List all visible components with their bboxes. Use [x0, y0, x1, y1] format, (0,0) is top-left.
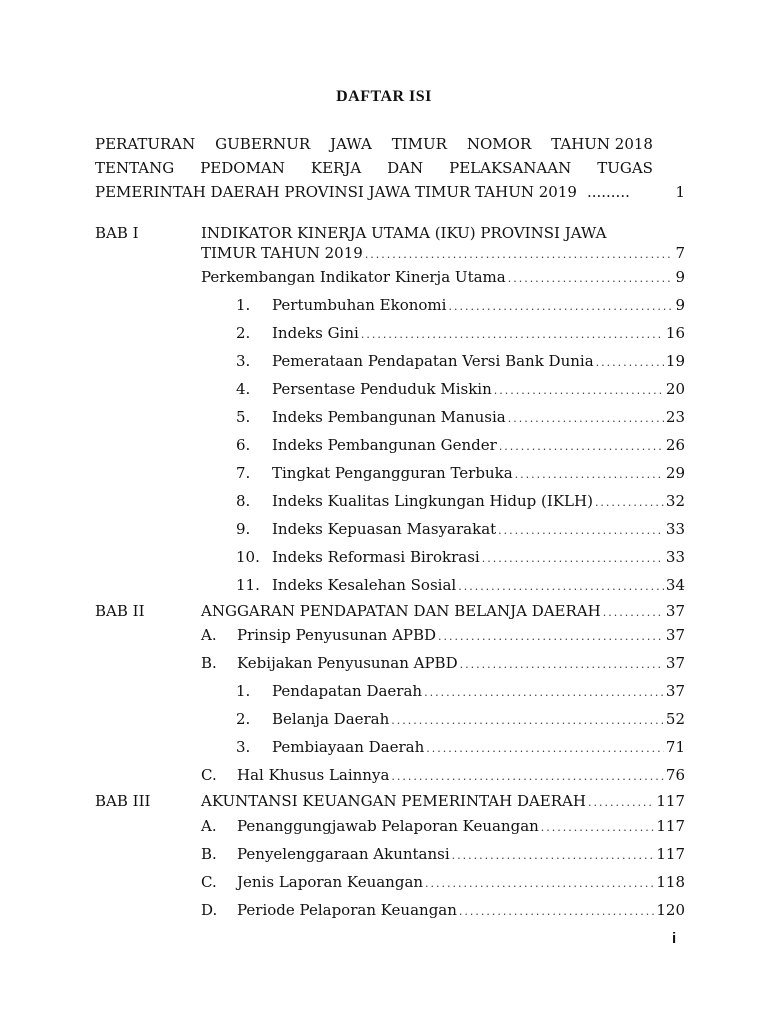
- toc-entry[interactable]: [236, 464, 685, 482]
- item-title: Belanja Daerah: [272, 710, 390, 728]
- page-number: 26: [665, 436, 685, 454]
- chapter-title: AKUNTANSI KEUANGAN PEMERINTAH DAERAH: [201, 792, 586, 810]
- item-letter: C.: [201, 873, 217, 891]
- word: PELAKSANAAN: [449, 159, 572, 177]
- page-number: 52: [665, 710, 685, 728]
- chapter-label: BAB II: [95, 602, 145, 620]
- chapter-title-cont: TIMUR TAHUN 2019: [201, 244, 363, 262]
- toc-entry[interactable]: [201, 845, 685, 863]
- regulation-line-1: [95, 132, 685, 156]
- toc-entry[interactable]: [201, 626, 685, 644]
- toc-entry[interactable]: [201, 873, 685, 891]
- leader-dots: [508, 412, 664, 425]
- item-number: 3.: [236, 352, 251, 370]
- page-number: 9: [675, 268, 685, 286]
- word: GUBERNUR: [215, 135, 311, 153]
- toc-entry[interactable]: [236, 710, 685, 728]
- word: TIMUR: [391, 135, 447, 153]
- leader-dots: [361, 328, 664, 341]
- toc-entry[interactable]: [236, 576, 685, 594]
- chapter-label: BAB III: [95, 792, 151, 810]
- leader-dots: [541, 821, 655, 834]
- chapter-label: BAB I: [95, 224, 139, 242]
- item-title: Periode Pelaporan Keuangan: [237, 901, 457, 919]
- item-title: Tingkat Pengangguran Terbuka: [272, 464, 513, 482]
- toc-entry[interactable]: [201, 224, 685, 242]
- leader-dots: [426, 742, 664, 755]
- item-number: 5.: [236, 408, 251, 426]
- page-number: 76: [665, 766, 685, 784]
- regulation-line-3: [95, 180, 685, 204]
- leader-dots: [459, 905, 654, 918]
- leader-dots: [508, 272, 674, 285]
- leader-dots: [438, 630, 664, 643]
- item-title: Jenis Laporan Keuangan: [237, 873, 424, 891]
- toc-entry[interactable]: [236, 324, 685, 342]
- leader-dots: [498, 524, 664, 537]
- toc-entry[interactable]: [236, 492, 685, 510]
- page-number: 33: [665, 520, 685, 538]
- chapter-title: ANGGARAN PENDAPATAN DAN BELANJA DAERAH: [201, 602, 601, 620]
- toc-entry[interactable]: [236, 352, 685, 370]
- item-title: Hal Khusus Lainnya: [237, 766, 390, 784]
- toc-entry[interactable]: [201, 602, 685, 620]
- word: JAWA: [330, 135, 372, 153]
- item-number: 11.: [236, 576, 260, 594]
- item-title: Kebijakan Penyusunan APBD: [237, 654, 458, 672]
- section-title: Perkembangan Indikator Kinerja Utama: [201, 268, 506, 286]
- regulation-line-2: [95, 156, 685, 180]
- leader-dots: [596, 356, 664, 369]
- page-number: 37: [665, 626, 685, 644]
- word: TAHUN 2018: [551, 135, 653, 153]
- item-title: Penanggungjawab Pelaporan Keuangan: [237, 817, 539, 835]
- item-number: 6.: [236, 436, 251, 454]
- leader-dots: [482, 552, 664, 565]
- page-number: 34: [665, 576, 685, 594]
- item-title: Indeks Kualitas Lingkungan Hidup (IKLH): [272, 492, 593, 510]
- page-number: 33: [665, 548, 685, 566]
- item-number: 3.: [236, 738, 251, 756]
- leader-dots: [499, 440, 664, 453]
- leader-dots: .........: [586, 183, 630, 201]
- toc-entry[interactable]: [201, 901, 685, 919]
- item-letter: B.: [201, 845, 217, 863]
- word: TUGAS: [597, 159, 653, 177]
- page-number: 29: [665, 464, 685, 482]
- item-title: Indeks Kepuasan Masyarakat: [272, 520, 497, 538]
- toc-entry[interactable]: [201, 244, 685, 262]
- item-number: 2.: [236, 324, 251, 342]
- item-number: 1.: [236, 296, 251, 314]
- item-letter: A.: [201, 626, 217, 644]
- page-number: 117: [656, 817, 685, 835]
- word: NOMOR: [466, 135, 532, 153]
- item-number: 4.: [236, 380, 251, 398]
- toc-entry[interactable]: [236, 408, 685, 426]
- item-number: 10.: [236, 548, 260, 566]
- page-number: 19: [665, 352, 685, 370]
- leader-dots: [603, 606, 664, 619]
- leader-dots: [588, 796, 654, 809]
- item-title: Pertumbuhan Ekonomi: [272, 296, 447, 314]
- leader-dots: [494, 384, 664, 397]
- leader-dots: [448, 300, 673, 313]
- page-number: 71: [665, 738, 685, 756]
- toc-entry[interactable]: [201, 766, 685, 784]
- page-title: DAFTAR ISI: [336, 88, 432, 105]
- leader-dots: [460, 658, 664, 671]
- page-number: 118: [656, 873, 685, 891]
- leader-dots: [391, 770, 664, 783]
- word: DAN: [387, 159, 424, 177]
- footer-page-number: i: [672, 930, 677, 947]
- toc-entry[interactable]: [236, 682, 685, 700]
- item-number: 7.: [236, 464, 251, 482]
- item-title: Indeks Reformasi Birokrasi: [272, 548, 480, 566]
- item-letter: B.: [201, 654, 217, 672]
- item-title: Indeks Pembangunan Gender: [272, 436, 497, 454]
- toc-entry[interactable]: [201, 268, 685, 286]
- toc-entry[interactable]: [201, 654, 685, 672]
- item-letter: D.: [201, 901, 218, 919]
- page-number: 37: [665, 602, 685, 620]
- leader-dots: [425, 877, 654, 890]
- item-title: Prinsip Penyusunan APBD: [237, 626, 437, 644]
- item-number: 8.: [236, 492, 251, 510]
- item-title: Penyelenggaraan Akuntansi: [237, 845, 450, 863]
- item-title: Pemerataan Pendapatan Versi Bank Dunia: [272, 352, 594, 370]
- item-title: Pendapatan Daerah: [272, 682, 423, 700]
- page-number: 16: [665, 324, 685, 342]
- toc-entry[interactable]: [236, 520, 685, 538]
- item-title: Persentase Penduduk Miskin: [272, 380, 492, 398]
- leader-dots: [458, 580, 664, 593]
- item-title: Pembiayaan Daerah: [272, 738, 425, 756]
- regulation-heading: [95, 132, 685, 204]
- word: TENTANG: [95, 159, 175, 177]
- leader-dots: [365, 248, 674, 261]
- page-number: 1: [675, 183, 685, 201]
- item-title: Indeks Pembangunan Manusia: [272, 408, 506, 426]
- toc-entry[interactable]: [236, 380, 685, 398]
- leader-dots: [391, 714, 664, 727]
- word: KERJA: [310, 159, 362, 177]
- leader-dots: [424, 686, 664, 699]
- leader-dots: [515, 468, 664, 481]
- word: PEDOMAN: [200, 159, 285, 177]
- page-number: 9: [675, 296, 685, 314]
- page-number: 37: [665, 654, 685, 672]
- page-number: 32: [665, 492, 685, 510]
- page-number: 37: [665, 682, 685, 700]
- toc-entry[interactable]: [236, 738, 685, 756]
- regulation-text: PEMERINTAH DAERAH PROVINSI JAWA TIMUR TAHUN 2019: [95, 183, 577, 201]
- page-number: 7: [675, 244, 685, 262]
- item-title: Indeks Kesalehan Sosial: [272, 576, 457, 594]
- item-title: Indeks Gini: [272, 324, 359, 342]
- toc-entry[interactable]: [236, 548, 685, 566]
- leader-dots: [452, 849, 655, 862]
- toc-entry[interactable]: [201, 817, 685, 835]
- page-number: 20: [665, 380, 685, 398]
- word: PERATURAN: [95, 135, 196, 153]
- toc-entry[interactable]: [201, 792, 685, 810]
- leader-dots: [595, 496, 664, 509]
- page-number: 23: [665, 408, 685, 426]
- page-number: 120: [656, 901, 685, 919]
- toc-entry[interactable]: [236, 296, 685, 314]
- page-number: 117: [656, 845, 685, 863]
- toc-entry[interactable]: [236, 436, 685, 454]
- item-letter: C.: [201, 766, 217, 784]
- item-number: 2.: [236, 710, 251, 728]
- item-number: 9.: [236, 520, 251, 538]
- item-letter: A.: [201, 817, 217, 835]
- chapter-title: INDIKATOR KINERJA UTAMA (IKU) PROVINSI JAWA: [201, 224, 607, 242]
- page-number: 117: [656, 792, 685, 810]
- item-number: 1.: [236, 682, 251, 700]
